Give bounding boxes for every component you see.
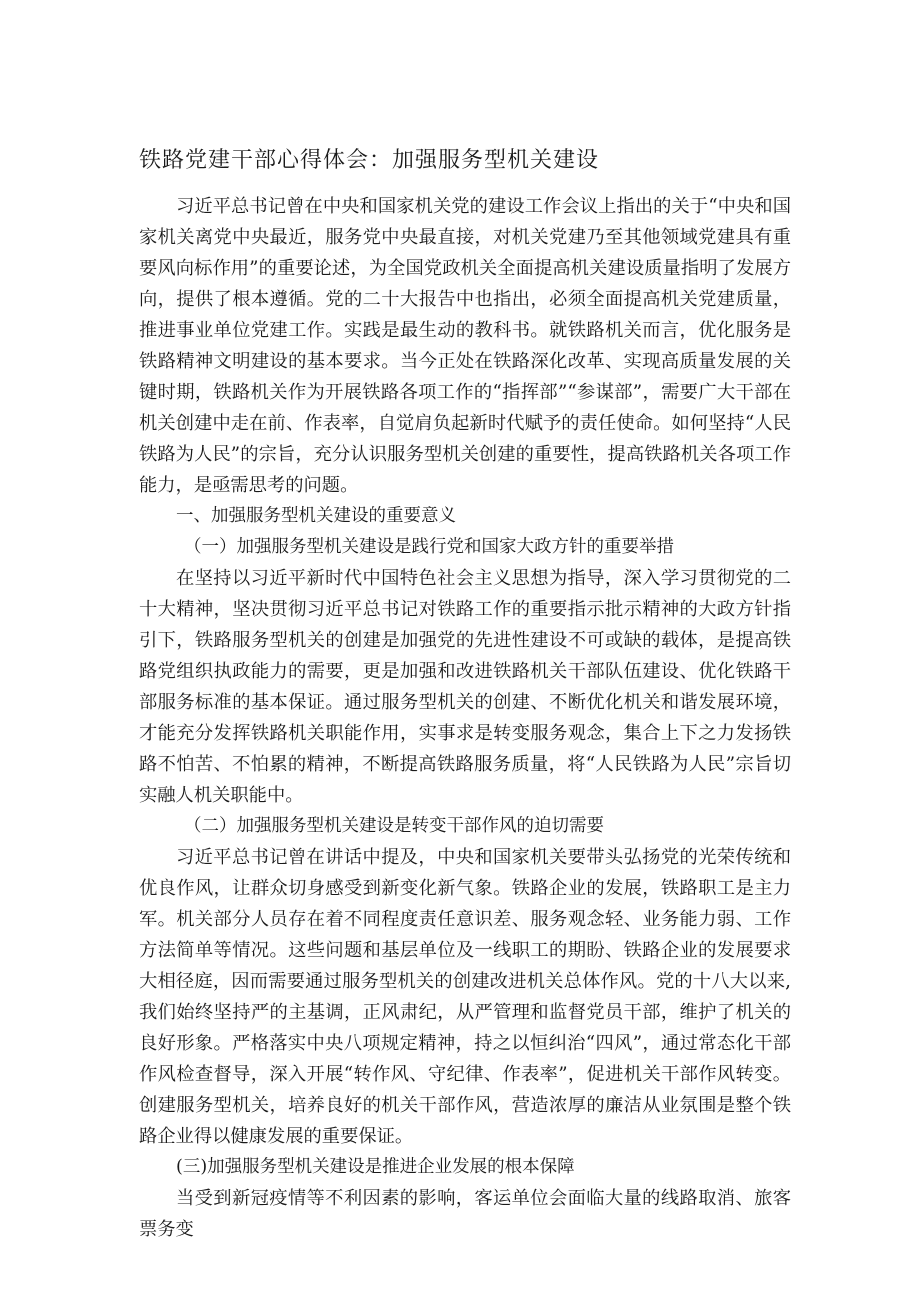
paragraph-1: 在坚持以习近平新时代中国特色社会主义思想为指导，深入学习贯彻党的二十大精神，坚决贯彻习近平总书记对铁路工作的重要指示批示精神的大政方针指引下，铁路服务型机关的创建是加强党的先进性建设不可或缺的载体，是提高铁路党组织执政能力的需要，更是加强和改进铁路机关干部队伍建设、优化铁路干部服务标准的基本保证。通过服务型机关的创建、不断优化机关和谐发展环境，才能充分发挥铁路机关职能作用，实事求是转变服务观念，集合上下之力发扬铁路不怕苦、不怕累的精神，不断提高铁路服务质量，将“人民铁路为人民”宗旨切实融人机关职能中。 xyxy=(139,568,791,806)
subsection-heading-1: （一）加强服务型机关建设是践行党和国家大政方针的重要举措 xyxy=(184,537,674,557)
subsection-heading-3: (三)加强服务型机关建设是推进企业发展的根本保障 xyxy=(176,1157,575,1177)
section-heading-1: 一、加强服务型机关建设的重要意义 xyxy=(176,506,456,526)
subsection-heading-2: （二）加强服务型机关建设是转变干部作风的迫切需要 xyxy=(184,816,604,836)
paragraph-2: 习近平总书记曾在讲话中提及，中央和国家机关要带头弘扬党的光荣传统和优良作风，让群众切身感受到新变化新气象。铁路企业的发展，铁路职工是主力军。机关部分人员存在着不同程度责任意识差、服务观念轻、业务能力弱、工作方法简单等情况。这些问题和基层单位及一线职工的期盼、铁路企业的发展要求大相径庭，因而需要通过服务型机关的创建改进机关总体作风。党的十八大以来,我们始终坚持严的主基调，正风肃纪，从严管理和监督党员干部，维护了机关的良好形象。严格落实中央八项规定精神，持之以恒纠治“四风”，通过常态化干部作风检查督导，深入开展“转作风、守纪律、作表率”，促进机关干部作风转变。创建服务型机关，培养良好的机关干部作风，营造浓厚的廉洁从业氛围是整个铁路企业得以健康发展的重要保证。 xyxy=(139,847,791,1147)
paragraph-3: 当受到新冠疫情等不利因素的影响，客运单位会面临大量的线路取消、旅客票务变 xyxy=(139,1188,791,1240)
paragraph-intro: 习近平总书记曾在中央和国家机关党的建设工作会议上指出的关于“中央和国家机关离党中央最近，服务党中央最直接，对机关党建乃至其他领域党建具有重要风向标作用”的重要论述，为全国党政机关全面提高机关建设质量指明了发展方向，提供了根本遵循。党的二十大报告中也指出，必须全面提高机关党建质量，推进事业单位党建工作。实践是最生动的教科书。就铁路机关而言，优化服务是铁路精神文明建设的基本要求。当今正处在铁路深化改革、实现高质量发展的关键时期，铁路机关作为开展铁路各项工作的“指挥部”“参谋部”，需要广大干部在机关创建中走在前、作表率，自觉肩负起新时代赋予的责任使命。如何坚持“人民铁路为人民”的宗旨，充分认识服务型机关创建的重要性，提高铁路机关各项工作能力，是亟需思考的问题。 xyxy=(139,196,791,496)
document-title: 铁路党建干部心得体会：加强服务型机关建设 xyxy=(139,148,600,173)
document-body xyxy=(139,191,791,1245)
